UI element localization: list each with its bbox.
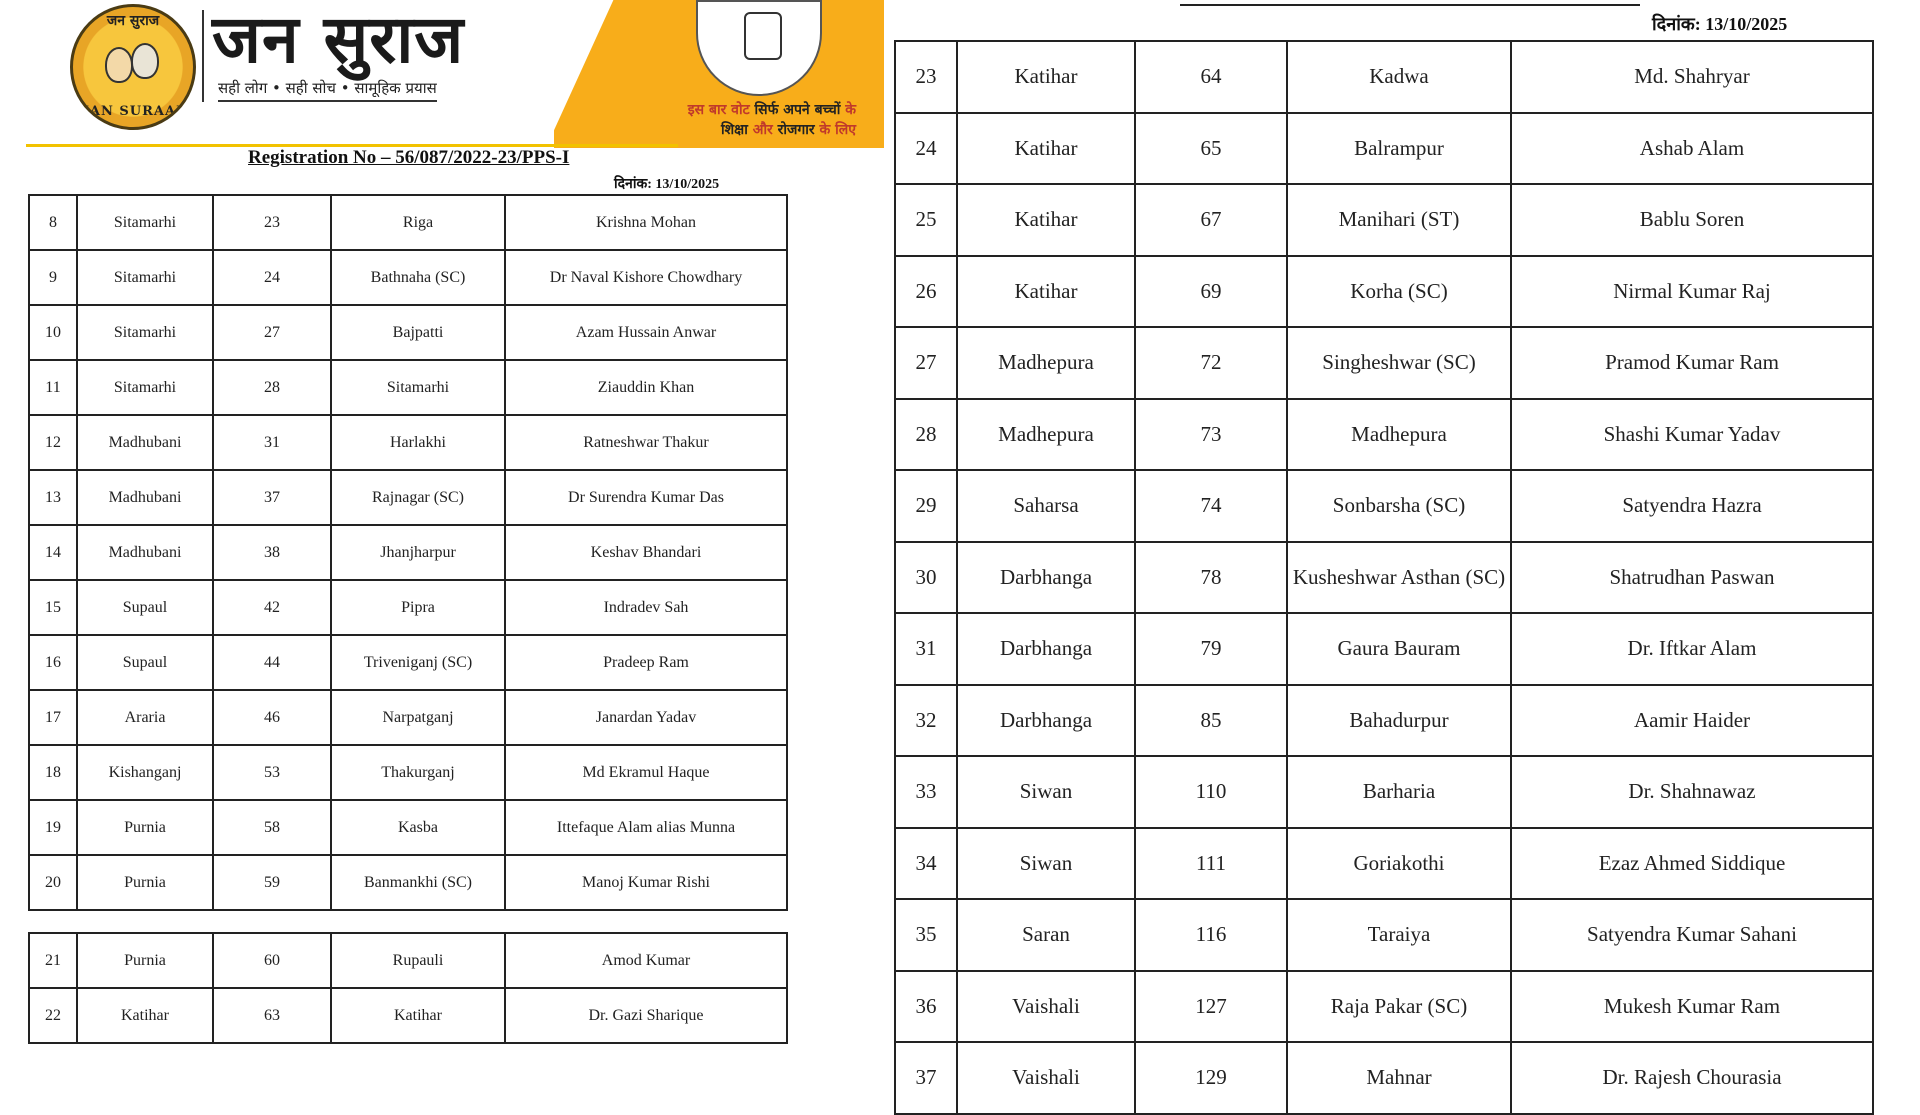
table-row <box>29 800 787 855</box>
district-cell: Siwan <box>957 756 1135 828</box>
district-cell: Sitamarhi <box>77 305 213 360</box>
district-cell: Katihar <box>957 184 1135 256</box>
header-divider <box>202 10 204 102</box>
district-cell: Vaishali <box>957 971 1135 1043</box>
table-row <box>895 256 1873 328</box>
candidate-name-cell: Aamir Haider <box>1511 685 1873 757</box>
constituency-name-cell: Kusheshwar Asthan (SC) <box>1287 542 1511 614</box>
registration-number: Registration No – 56/087/2022-23/PPS-I <box>248 147 570 168</box>
constituency-number-cell: 79 <box>1135 613 1287 685</box>
serial-number-cell: 34 <box>895 828 957 900</box>
candidate-table-part-2 <box>28 932 788 1044</box>
candidate-name-cell: Dr. Rajesh Chourasia <box>1511 1042 1873 1114</box>
constituency-number-cell: 24 <box>213 250 331 305</box>
table-row <box>29 250 787 305</box>
serial-number-cell: 20 <box>29 855 77 910</box>
candidate-name-cell: Azam Hussain Anwar <box>505 305 787 360</box>
table-row <box>29 305 787 360</box>
table-row <box>895 828 1873 900</box>
constituency-number-cell: 42 <box>213 580 331 635</box>
district-cell: Sitamarhi <box>77 195 213 250</box>
cropped-page-title <box>1180 0 1640 6</box>
table-row <box>895 327 1873 399</box>
constituency-name-cell: Narpatganj <box>331 690 505 745</box>
constituency-number-cell: 44 <box>213 635 331 690</box>
candidate-name-cell: Dr Surendra Kumar Das <box>505 470 787 525</box>
list-date: दिनांक: 13/10/2025 <box>614 177 720 192</box>
logo-bottom-text: JAN SURAAJ <box>82 104 184 119</box>
constituency-name-cell: Bajpatti <box>331 305 505 360</box>
district-cell: Siwan <box>957 828 1135 900</box>
serial-number-cell: 19 <box>29 800 77 855</box>
candidate-name-cell: Amod Kumar <box>505 933 787 988</box>
table-row <box>29 988 787 1043</box>
constituency-number-cell: 28 <box>213 360 331 415</box>
constituency-number-cell: 64 <box>1135 41 1287 113</box>
candidate-name-cell: Ziauddin Khan <box>505 360 787 415</box>
table-row <box>895 41 1873 113</box>
serial-number-cell: 23 <box>895 41 957 113</box>
constituency-number-cell: 37 <box>213 470 331 525</box>
district-cell: Madhepura <box>957 399 1135 471</box>
constituency-number-cell: 63 <box>213 988 331 1043</box>
serial-number-cell: 21 <box>29 933 77 988</box>
serial-number-cell: 36 <box>895 971 957 1043</box>
left-page <box>0 0 860 1080</box>
candidate-name-cell: Dr. Iftkar Alam <box>1511 613 1873 685</box>
constituency-number-cell: 74 <box>1135 470 1287 542</box>
district-cell: Madhubani <box>77 415 213 470</box>
table-row <box>29 690 787 745</box>
candidate-name-cell: Md. Shahryar <box>1511 41 1873 113</box>
constituency-name-cell: Gaura Bauram <box>1287 613 1511 685</box>
party-header <box>26 0 858 148</box>
table-row <box>29 195 787 250</box>
table-row <box>895 542 1873 614</box>
serial-number-cell: 33 <box>895 756 957 828</box>
constituency-name-cell: Kadwa <box>1287 41 1511 113</box>
table-row <box>895 971 1873 1043</box>
serial-number-cell: 8 <box>29 195 77 250</box>
serial-number-cell: 22 <box>29 988 77 1043</box>
serial-number-cell: 32 <box>895 685 957 757</box>
table-row <box>895 399 1873 471</box>
portrait-icon <box>131 43 159 79</box>
candidate-name-cell: Ezaz Ahmed Siddique <box>1511 828 1873 900</box>
serial-number-cell: 31 <box>895 613 957 685</box>
leader-portraits-icon <box>103 41 163 93</box>
constituency-number-cell: 110 <box>1135 756 1287 828</box>
table-row <box>895 470 1873 542</box>
constituency-number-cell: 65 <box>1135 113 1287 185</box>
constituency-name-cell: Rajnagar (SC) <box>331 470 505 525</box>
district-cell: Araria <box>77 690 213 745</box>
constituency-name-cell: Thakurganj <box>331 745 505 800</box>
serial-number-cell: 15 <box>29 580 77 635</box>
serial-number-cell: 9 <box>29 250 77 305</box>
district-cell: Supaul <box>77 635 213 690</box>
candidate-table-part-1 <box>28 194 788 911</box>
candidate-name-cell: Ashab Alam <box>1511 113 1873 185</box>
constituency-number-cell: 85 <box>1135 685 1287 757</box>
serial-number-cell: 30 <box>895 542 957 614</box>
table-row <box>895 113 1873 185</box>
constituency-name-cell: Bathnaha (SC) <box>331 250 505 305</box>
district-cell: Katihar <box>77 988 213 1043</box>
constituency-name-cell: Harlakhi <box>331 415 505 470</box>
logo-top-text: जन सुराज <box>106 13 160 29</box>
candidate-name-cell: Manoj Kumar Rishi <box>505 855 787 910</box>
district-cell: Madhubani <box>77 470 213 525</box>
constituency-number-cell: 78 <box>1135 542 1287 614</box>
constituency-number-cell: 69 <box>1135 256 1287 328</box>
constituency-name-cell: Sitamarhi <box>331 360 505 415</box>
candidate-name-cell: Bablu Soren <box>1511 184 1873 256</box>
portrait-icon <box>105 47 133 83</box>
serial-number-cell: 14 <box>29 525 77 580</box>
constituency-number-cell: 60 <box>213 933 331 988</box>
constituency-number-cell: 129 <box>1135 1042 1287 1114</box>
district-cell: Saharsa <box>957 470 1135 542</box>
table-row <box>895 184 1873 256</box>
constituency-name-cell: Madhepura <box>1287 399 1511 471</box>
constituency-name-cell: Triveniganj (SC) <box>331 635 505 690</box>
candidate-name-cell: Keshav Bhandari <box>505 525 787 580</box>
district-cell: Darbhanga <box>957 613 1135 685</box>
candidate-name-cell: Dr Naval Kishore Chowdhary <box>505 250 787 305</box>
candidate-table-part-3 <box>894 40 1874 1115</box>
district-cell: Madhepura <box>957 327 1135 399</box>
serial-number-cell: 12 <box>29 415 77 470</box>
district-cell: Madhubani <box>77 525 213 580</box>
serial-number-cell: 24 <box>895 113 957 185</box>
district-cell: Vaishali <box>957 1042 1135 1114</box>
candidate-name-cell: Mukesh Kumar Ram <box>1511 971 1873 1043</box>
constituency-number-cell: 59 <box>213 855 331 910</box>
constituency-name-cell: Singheshwar (SC) <box>1287 327 1511 399</box>
candidate-name-cell: Ittefaque Alam alias Munna <box>505 800 787 855</box>
serial-number-cell: 26 <box>895 256 957 328</box>
district-cell: Purnia <box>77 800 213 855</box>
candidate-name-cell: Ratneshwar Thakur <box>505 415 787 470</box>
candidate-name-cell: Pradeep Ram <box>505 635 787 690</box>
constituency-name-cell: Riga <box>331 195 505 250</box>
constituency-name-cell: Balrampur <box>1287 113 1511 185</box>
constituency-name-cell: Sonbarsha (SC) <box>1287 470 1511 542</box>
table-row <box>29 415 787 470</box>
district-cell: Darbhanga <box>957 542 1135 614</box>
slogan-line-1: इस बार वोट सिर्फ अपने बच्चों के <box>687 102 856 118</box>
constituency-number-cell: 53 <box>213 745 331 800</box>
district-cell: Katihar <box>957 256 1135 328</box>
brand-title: जन सुराज <box>212 1 465 78</box>
serial-number-cell: 17 <box>29 690 77 745</box>
candidate-name-cell: Indradev Sah <box>505 580 787 635</box>
constituency-number-cell: 38 <box>213 525 331 580</box>
candidate-name-cell: Shatrudhan Paswan <box>1511 542 1873 614</box>
table-row <box>895 899 1873 971</box>
candidate-name-cell: Shashi Kumar Yadav <box>1511 399 1873 471</box>
candidate-name-cell: Satyendra Hazra <box>1511 470 1873 542</box>
table-row <box>29 855 787 910</box>
candidate-name-cell: Janardan Yadav <box>505 690 787 745</box>
constituency-number-cell: 127 <box>1135 971 1287 1043</box>
constituency-number-cell: 27 <box>213 305 331 360</box>
table-row <box>895 613 1873 685</box>
district-cell: Purnia <box>77 933 213 988</box>
serial-number-cell: 29 <box>895 470 957 542</box>
serial-number-cell: 27 <box>895 327 957 399</box>
constituency-number-cell: 67 <box>1135 184 1287 256</box>
table-row <box>29 933 787 988</box>
district-cell: Sitamarhi <box>77 360 213 415</box>
serial-number-cell: 37 <box>895 1042 957 1114</box>
constituency-name-cell: Goriakothi <box>1287 828 1511 900</box>
table-row <box>29 745 787 800</box>
table-row <box>895 756 1873 828</box>
slogan-line-2: शिक्षा और रोजगार के लिए <box>721 122 856 138</box>
district-cell: Sitamarhi <box>77 250 213 305</box>
constituency-name-cell: Bahadurpur <box>1287 685 1511 757</box>
table-row <box>29 635 787 690</box>
serial-number-cell: 18 <box>29 745 77 800</box>
table-row <box>895 1042 1873 1114</box>
constituency-number-cell: 111 <box>1135 828 1287 900</box>
constituency-name-cell: Taraiya <box>1287 899 1511 971</box>
district-cell: Katihar <box>957 41 1135 113</box>
constituency-name-cell: Barharia <box>1287 756 1511 828</box>
candidate-name-cell: Pramod Kumar Ram <box>1511 327 1873 399</box>
right-page <box>890 0 1920 1090</box>
constituency-number-cell: 31 <box>213 415 331 470</box>
table-row <box>895 685 1873 757</box>
party-logo <box>70 4 196 130</box>
constituency-name-cell: Rupauli <box>331 933 505 988</box>
serial-number-cell: 25 <box>895 184 957 256</box>
district-cell: Kishanganj <box>77 745 213 800</box>
constituency-name-cell: Raja Pakar (SC) <box>1287 971 1511 1043</box>
constituency-number-cell: 72 <box>1135 327 1287 399</box>
district-cell: Supaul <box>77 580 213 635</box>
district-cell: Purnia <box>77 855 213 910</box>
brand-tagline: सही लोग • सही सोच • सामूहिक प्रयास <box>218 78 437 102</box>
constituency-name-cell: Pipra <box>331 580 505 635</box>
constituency-number-cell: 58 <box>213 800 331 855</box>
constituency-name-cell: Mahnar <box>1287 1042 1511 1114</box>
constituency-name-cell: Banmankhi (SC) <box>331 855 505 910</box>
serial-number-cell: 35 <box>895 899 957 971</box>
table-row <box>29 360 787 415</box>
serial-number-cell: 11 <box>29 360 77 415</box>
school-bag-icon <box>744 12 782 60</box>
table-row <box>29 580 787 635</box>
constituency-number-cell: 23 <box>213 195 331 250</box>
serial-number-cell: 13 <box>29 470 77 525</box>
district-cell: Darbhanga <box>957 685 1135 757</box>
district-cell: Katihar <box>957 113 1135 185</box>
candidate-name-cell: Md Ekramul Haque <box>505 745 787 800</box>
constituency-number-cell: 116 <box>1135 899 1287 971</box>
constituency-name-cell: Jhanjharpur <box>331 525 505 580</box>
serial-number-cell: 16 <box>29 635 77 690</box>
table-row <box>29 470 787 525</box>
constituency-name-cell: Katihar <box>331 988 505 1043</box>
serial-number-cell: 28 <box>895 399 957 471</box>
table-row <box>29 525 787 580</box>
constituency-name-cell: Manihari (ST) <box>1287 184 1511 256</box>
serial-number-cell: 10 <box>29 305 77 360</box>
list-date-right: दिनांक: 13/10/2025 <box>1652 14 1788 34</box>
candidate-name-cell: Krishna Mohan <box>505 195 787 250</box>
constituency-number-cell: 46 <box>213 690 331 745</box>
district-cell: Saran <box>957 899 1135 971</box>
candidate-name-cell: Dr. Shahnawaz <box>1511 756 1873 828</box>
constituency-name-cell: Korha (SC) <box>1287 256 1511 328</box>
candidate-name-cell: Nirmal Kumar Raj <box>1511 256 1873 328</box>
constituency-number-cell: 73 <box>1135 399 1287 471</box>
candidate-name-cell: Satyendra Kumar Sahani <box>1511 899 1873 971</box>
candidate-name-cell: Dr. Gazi Sharique <box>505 988 787 1043</box>
constituency-name-cell: Kasba <box>331 800 505 855</box>
